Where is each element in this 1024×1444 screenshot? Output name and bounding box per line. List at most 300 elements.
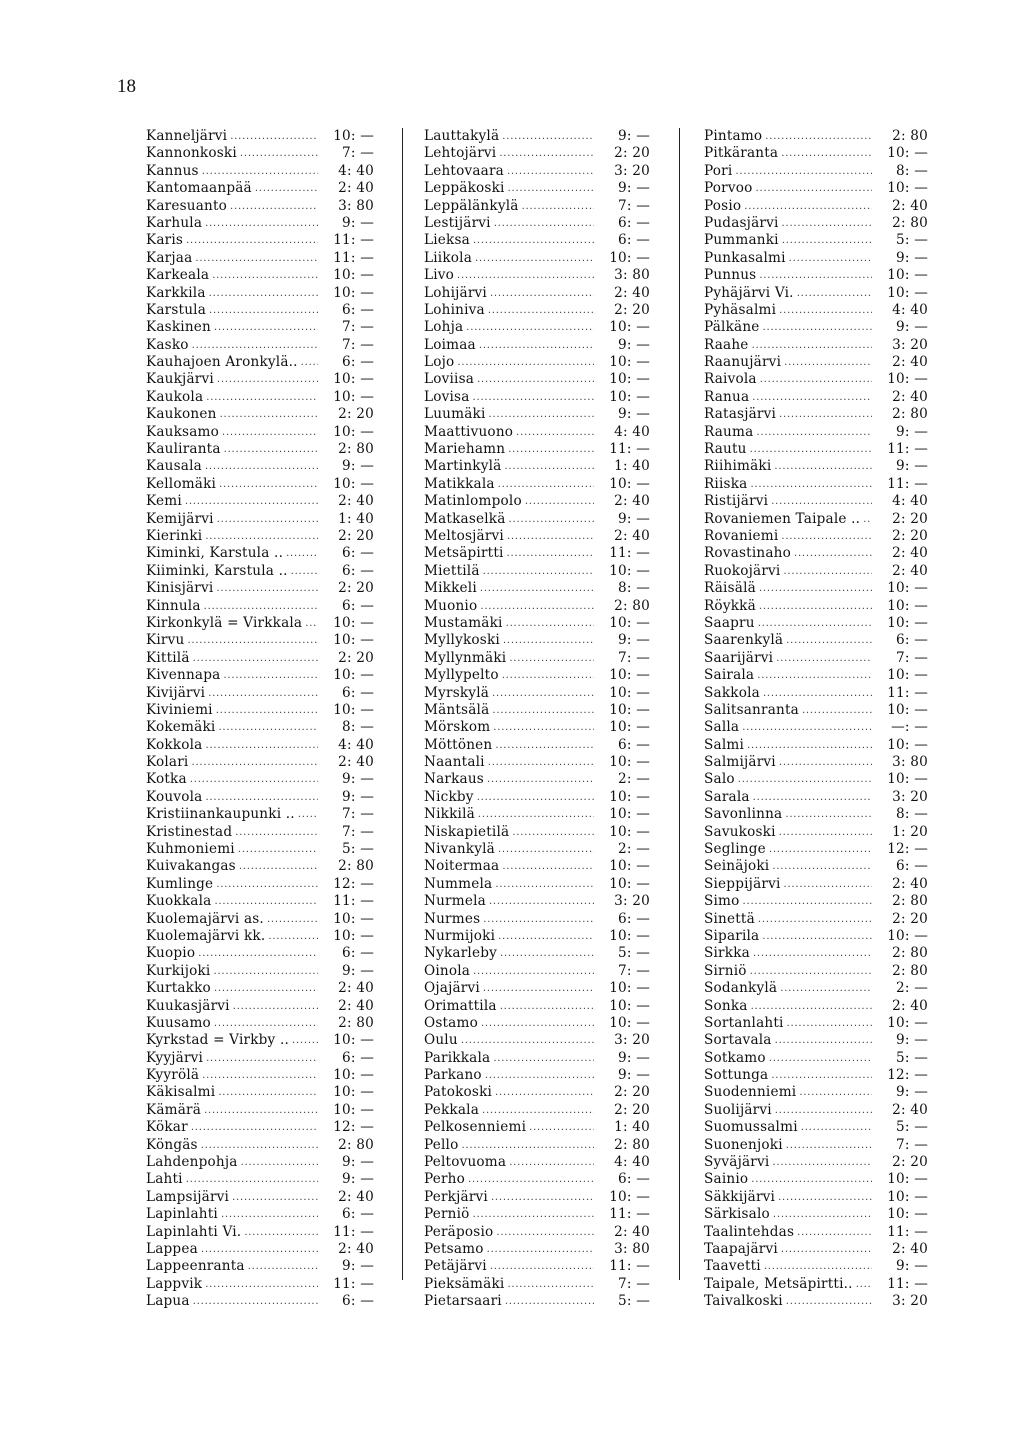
dot-leader — [796, 1084, 872, 1101]
dot-leader — [482, 1067, 594, 1084]
dot-leader — [209, 267, 318, 284]
tariff-value: 9: — — [618, 406, 650, 423]
list-item — [704, 632, 928, 649]
dot-leader — [489, 685, 594, 702]
place-name: Suomussalmi — [704, 1119, 798, 1136]
list-item — [704, 1241, 928, 1258]
tariff-value: 10: — — [333, 267, 374, 284]
place-name: Lohijärvi — [424, 284, 487, 301]
tariff-value: 2: 40 — [892, 354, 928, 371]
list-item — [704, 163, 928, 180]
dot-leader — [509, 824, 594, 841]
dot-leader — [741, 198, 872, 215]
list-item — [146, 1171, 374, 1188]
tariff-value: 2: 80 — [892, 962, 928, 979]
place-name: Peltovuoma — [424, 1154, 507, 1171]
dot-leader — [753, 180, 872, 197]
list-item — [424, 685, 650, 702]
tariff-value: 2: 20 — [614, 301, 650, 318]
list-item — [146, 685, 374, 702]
place-name: Kämärä — [146, 1101, 202, 1118]
list-item — [704, 563, 928, 580]
place-name: Nummela — [424, 875, 493, 892]
dot-leader — [771, 458, 872, 475]
tariff-value: 2: 40 — [892, 197, 928, 214]
list-item — [704, 771, 928, 788]
place-name: Lappeenranta — [146, 1258, 245, 1275]
dot-leader — [776, 824, 872, 841]
tariff-value: 10: — — [609, 858, 650, 875]
list-item — [424, 215, 650, 232]
tariff-value: 10: — — [609, 475, 650, 492]
dot-leader — [485, 754, 594, 771]
place-name: Kauksamo — [146, 423, 220, 440]
list-item — [424, 528, 650, 545]
tariff-value: 10: — — [609, 701, 650, 718]
tariff-value: 6: — — [342, 1206, 374, 1223]
list-item — [146, 911, 374, 928]
dot-leader — [190, 1293, 318, 1310]
place-name: Kökar — [146, 1119, 188, 1136]
dot-leader — [762, 128, 872, 145]
tariff-value: 2: 40 — [892, 388, 928, 405]
place-name: Lapinlahti Vi. — [146, 1223, 242, 1240]
dot-leader — [199, 163, 318, 180]
tariff-value: 10: — — [609, 927, 650, 944]
place-name: Salmi — [704, 736, 745, 753]
list-item — [704, 876, 928, 893]
dot-leader — [783, 1293, 872, 1310]
list-item — [146, 1206, 374, 1223]
dot-leader — [236, 858, 318, 875]
dot-leader — [474, 371, 594, 388]
dot-leader — [860, 511, 872, 528]
place-name: Karkeala — [146, 267, 210, 284]
list-item — [146, 354, 374, 371]
place-name: Kivijärvi — [146, 684, 206, 701]
tariff-value: 2: 80 — [614, 1136, 650, 1153]
tariff-value: 10: — — [887, 580, 928, 597]
dot-leader — [747, 963, 872, 980]
list-item — [704, 528, 928, 545]
place-name: Kellomäki — [146, 475, 217, 492]
tariff-value: 11: — — [887, 1275, 928, 1292]
tariff-value: 6: — — [342, 301, 374, 318]
place-name: Kivennapa — [146, 667, 221, 684]
dot-leader — [779, 232, 872, 249]
list-item — [424, 319, 650, 336]
place-name: Pekkala — [424, 1101, 480, 1118]
dot-leader — [487, 285, 594, 302]
tariff-value: 11: — — [887, 1223, 928, 1240]
list-item — [424, 598, 650, 615]
dot-leader — [747, 476, 872, 493]
place-name: Oinola — [424, 962, 471, 979]
place-name: Kaukonen — [146, 406, 217, 423]
list-item — [146, 1189, 374, 1206]
dot-leader — [766, 1050, 872, 1067]
list-item — [704, 858, 928, 875]
dot-leader — [213, 876, 318, 893]
list-item — [704, 232, 928, 249]
tariff-value: 3: 20 — [892, 1293, 928, 1310]
place-name: Maattivuono — [424, 423, 514, 440]
tariff-value: 7: — — [342, 806, 374, 823]
list-item — [704, 389, 928, 406]
list-item — [146, 1067, 374, 1084]
tariff-value: 8: — — [342, 719, 374, 736]
list-item — [424, 371, 650, 388]
place-name: Nurmela — [424, 893, 486, 910]
dot-leader — [503, 615, 594, 632]
dot-leader — [776, 754, 872, 771]
dot-leader — [283, 545, 318, 562]
place-name: Rovaniemen Taipale .. — [704, 510, 861, 527]
list-item — [424, 128, 650, 145]
dot-leader — [778, 145, 872, 162]
list-item — [146, 389, 374, 406]
dot-leader — [470, 232, 594, 249]
tariff-value: 2: — — [896, 980, 928, 997]
place-name: Liikola — [424, 249, 472, 266]
dot-leader — [295, 806, 318, 823]
tariff-value: 11: — — [333, 1223, 374, 1240]
list-item — [704, 1154, 928, 1171]
tariff-value: 12: — — [887, 841, 928, 858]
dot-leader — [755, 615, 872, 632]
tariff-value: 10: — — [609, 562, 650, 579]
tariff-value: 8: — — [896, 162, 928, 179]
list-item — [704, 1293, 928, 1310]
place-name: Karesuanto — [146, 197, 228, 214]
list-item — [146, 198, 374, 215]
dot-leader — [465, 1171, 594, 1188]
list-item — [146, 598, 374, 615]
tariff-value: 10: — — [333, 667, 374, 684]
dot-leader — [513, 424, 594, 441]
list-item — [146, 1276, 374, 1293]
list-item — [146, 702, 374, 719]
dot-leader — [779, 215, 872, 232]
place-name: Rautu — [704, 441, 747, 458]
dot-leader — [798, 1119, 872, 1136]
place-name: Salo — [704, 771, 735, 788]
list-item — [146, 754, 374, 771]
place-name: Livo — [424, 267, 455, 284]
place-name: Myrskylä — [424, 684, 490, 701]
list-item — [146, 789, 374, 806]
tariff-value: 5: — — [896, 1049, 928, 1066]
place-name: Ruokojärvi — [704, 562, 781, 579]
dot-leader — [203, 737, 319, 754]
dot-leader — [238, 1154, 318, 1171]
dot-leader — [215, 719, 318, 736]
tariff-value: 10: — — [609, 684, 650, 701]
tariff-value: 6: — — [896, 858, 928, 875]
place-name: Leppälänkylä — [424, 197, 519, 214]
list-item — [146, 1032, 374, 1049]
tariff-value: 10: — — [333, 284, 374, 301]
list-item — [424, 1050, 650, 1067]
place-name: Lampsijärvi — [146, 1188, 230, 1205]
place-name: Leppäkoski — [424, 180, 505, 197]
tariff-value: 10: — — [333, 1032, 374, 1049]
place-name: Mäntsälä — [424, 701, 490, 718]
tariff-value: 6: — — [342, 597, 374, 614]
tariff-value: 10: — — [609, 806, 650, 823]
tariff-value: 6: — — [618, 736, 650, 753]
dot-leader — [252, 180, 318, 197]
dot-leader — [783, 1137, 872, 1154]
place-name: Matikkala — [424, 475, 495, 492]
list-item — [146, 424, 374, 441]
place-name: Kyyrölä — [146, 1067, 200, 1084]
place-name: Oulu — [424, 1032, 458, 1049]
dot-leader — [203, 389, 318, 406]
tariff-value: 2: — — [618, 841, 650, 858]
place-name: Mikkeli — [424, 580, 477, 597]
tariff-value: 2: 20 — [338, 406, 374, 423]
list-item — [424, 1171, 650, 1188]
tariff-value: 10: — — [887, 771, 928, 788]
list-item — [424, 163, 650, 180]
tariff-value: 7: — — [896, 649, 928, 666]
place-name: Taavetti — [704, 1258, 761, 1275]
place-name: Luumäki — [424, 406, 486, 423]
dot-leader — [470, 963, 594, 980]
place-name: Lapua — [146, 1293, 190, 1310]
place-name: Lehtojärvi — [424, 145, 497, 162]
dot-leader — [853, 1276, 872, 1293]
list-item — [424, 841, 650, 858]
tariff-value: 2: 20 — [338, 580, 374, 597]
list-item — [704, 980, 928, 997]
dot-leader — [490, 1050, 594, 1067]
tariff-value: 11: — — [333, 893, 374, 910]
place-name: Sakkola — [704, 684, 760, 701]
place-name: Kaukjärvi — [146, 371, 214, 388]
tariff-value: 9: — — [342, 458, 374, 475]
tariff-value: 10: — — [333, 614, 374, 631]
dot-leader — [202, 1276, 318, 1293]
dot-leader — [773, 650, 872, 667]
list-item — [146, 893, 374, 910]
list-item — [424, 1015, 650, 1032]
tariff-value: 6: — — [342, 562, 374, 579]
dot-leader — [780, 563, 872, 580]
list-item — [704, 841, 928, 858]
place-name: Kanneljärvi — [146, 128, 228, 144]
place-name: Pello — [424, 1136, 459, 1153]
list-item — [704, 215, 928, 232]
tariff-value: 10: — — [609, 354, 650, 371]
dot-leader — [505, 441, 594, 458]
tariff-value: 2: 40 — [338, 754, 374, 771]
place-name: Kouvola — [146, 788, 203, 805]
dot-leader — [782, 806, 872, 823]
place-name: Ojajärvi — [424, 980, 480, 997]
dot-leader — [499, 128, 594, 145]
place-name: Kyrkstad = Virkby .. — [146, 1032, 289, 1049]
dot-leader — [484, 771, 594, 788]
tariff-value: 2: 40 — [338, 980, 374, 997]
place-name: Savukoski — [704, 823, 776, 840]
tariff-value: 5: — — [896, 1119, 928, 1136]
place-name: Lojo — [424, 354, 455, 371]
tariff-value: 2: 20 — [614, 145, 650, 162]
dot-leader — [289, 1032, 318, 1049]
tariff-value: 10: — — [887, 145, 928, 162]
tariff-value: 9: — — [342, 214, 374, 231]
dot-leader — [192, 250, 318, 267]
list-item — [146, 511, 374, 528]
dot-leader — [781, 354, 872, 371]
list-item — [704, 406, 928, 423]
place-name: Lappea — [146, 1241, 198, 1257]
place-name: Noitermaa — [424, 858, 500, 875]
dot-leader — [504, 528, 594, 545]
tariff-value: 2: 40 — [338, 997, 374, 1014]
tariff-value: 7: — — [342, 145, 374, 162]
list-item — [704, 1258, 928, 1275]
place-name: Perho — [424, 1171, 466, 1188]
tariff-value: —: — — [891, 719, 928, 736]
list-item — [424, 702, 650, 719]
place-name: Kurtakko — [146, 980, 211, 997]
dot-leader — [749, 389, 872, 406]
tariff-value: 10: — — [609, 667, 650, 684]
list-item — [146, 963, 374, 980]
dot-leader — [487, 1258, 594, 1275]
tariff-value: 3: 80 — [892, 754, 928, 771]
place-name: Kuivakangas — [146, 858, 236, 875]
place-name: Kemi — [146, 493, 182, 510]
list-item — [704, 354, 928, 371]
dot-leader — [480, 980, 594, 997]
list-item — [146, 163, 374, 180]
tariff-value: 1: 20 — [892, 823, 928, 840]
tariff-value: 10: — — [609, 371, 650, 388]
dot-leader — [188, 1119, 318, 1136]
place-name: Rovaniemi — [704, 527, 779, 544]
tariff-value: 10: — — [333, 388, 374, 405]
tariff-value: 9: — — [342, 1154, 374, 1171]
list-item — [146, 876, 374, 893]
place-name: Kasko — [146, 336, 189, 353]
list-item — [146, 180, 374, 197]
tariff-value: 2: 80 — [892, 893, 928, 910]
dot-leader — [198, 1241, 318, 1258]
dot-leader — [476, 337, 594, 354]
dot-leader — [748, 998, 872, 1015]
dot-leader — [489, 702, 594, 719]
place-name: Lappvik — [146, 1275, 203, 1292]
tariff-value: 10: — — [333, 423, 374, 440]
tariff-value: 2: 40 — [892, 997, 928, 1014]
list-item — [424, 632, 650, 649]
dot-leader — [488, 1189, 594, 1206]
list-item — [146, 267, 374, 284]
list-item — [704, 441, 928, 458]
column-1 — [146, 128, 374, 1311]
tariff-value: 7: — — [342, 823, 374, 840]
place-name: Kantomaanpää — [146, 180, 252, 197]
tariff-value: 2: 40 — [338, 180, 374, 197]
place-name: Karjaa — [146, 249, 193, 266]
dot-leader — [210, 963, 318, 980]
list-item — [424, 789, 650, 806]
tariff-value: 7: — — [896, 1136, 928, 1153]
dot-leader — [760, 319, 872, 336]
tariff-value: 2: 80 — [892, 128, 928, 144]
list-item — [424, 545, 650, 562]
place-name: Salitsanranta — [704, 701, 799, 718]
tariff-value: 7: — — [618, 649, 650, 666]
list-item — [704, 1189, 928, 1206]
list-item — [146, 145, 374, 162]
place-name: Nickby — [424, 788, 474, 805]
tariff-value: 4: 40 — [338, 162, 374, 179]
dot-leader — [302, 615, 318, 632]
list-item — [704, 285, 928, 302]
dot-leader — [783, 632, 872, 649]
list-item — [424, 493, 650, 510]
place-name: Taapajärvi — [704, 1241, 778, 1257]
list-item — [146, 945, 374, 962]
list-item — [704, 963, 928, 980]
list-item — [146, 928, 374, 945]
dot-leader — [486, 406, 594, 423]
list-item — [704, 598, 928, 615]
place-name: Kiiminki, Karstula .. — [146, 562, 288, 579]
place-name: Sottunga — [704, 1067, 769, 1084]
dot-leader — [486, 893, 594, 910]
tariff-value: 2: 40 — [338, 493, 374, 510]
place-name: Sonka — [704, 997, 748, 1014]
place-name: Kannonkoski — [146, 145, 237, 162]
place-name: Sairala — [704, 667, 755, 684]
list-item — [146, 1293, 374, 1310]
tariff-value: 7: — — [342, 319, 374, 336]
place-name: Kuusamo — [146, 1014, 211, 1031]
list-item — [704, 424, 928, 441]
column-2 — [424, 128, 650, 1311]
place-name: Kaukola — [146, 388, 204, 405]
tariff-value: 2: 80 — [338, 1136, 374, 1153]
dot-leader — [784, 1015, 872, 1032]
dot-leader — [739, 719, 872, 736]
dot-leader — [188, 754, 318, 771]
dot-leader — [794, 1224, 872, 1241]
place-name: Pitkäranta — [704, 145, 779, 162]
list-item — [704, 180, 928, 197]
tariff-value: 2: 40 — [892, 875, 928, 892]
tariff-value: 12: — — [333, 875, 374, 892]
list-item — [146, 980, 374, 997]
list-item — [424, 928, 650, 945]
dot-leader — [213, 702, 318, 719]
dot-leader — [245, 1258, 318, 1275]
list-item — [146, 337, 374, 354]
tariff-value: 6: — — [342, 545, 374, 562]
tariff-value: 10: — — [887, 614, 928, 631]
tariff-value: 1: 40 — [338, 510, 374, 527]
place-name: Nikkilä — [424, 806, 475, 823]
list-item — [146, 1050, 374, 1067]
tariff-value: 12: — — [887, 1067, 928, 1084]
tariff-value: 2: 80 — [338, 441, 374, 458]
dot-leader — [776, 302, 872, 319]
